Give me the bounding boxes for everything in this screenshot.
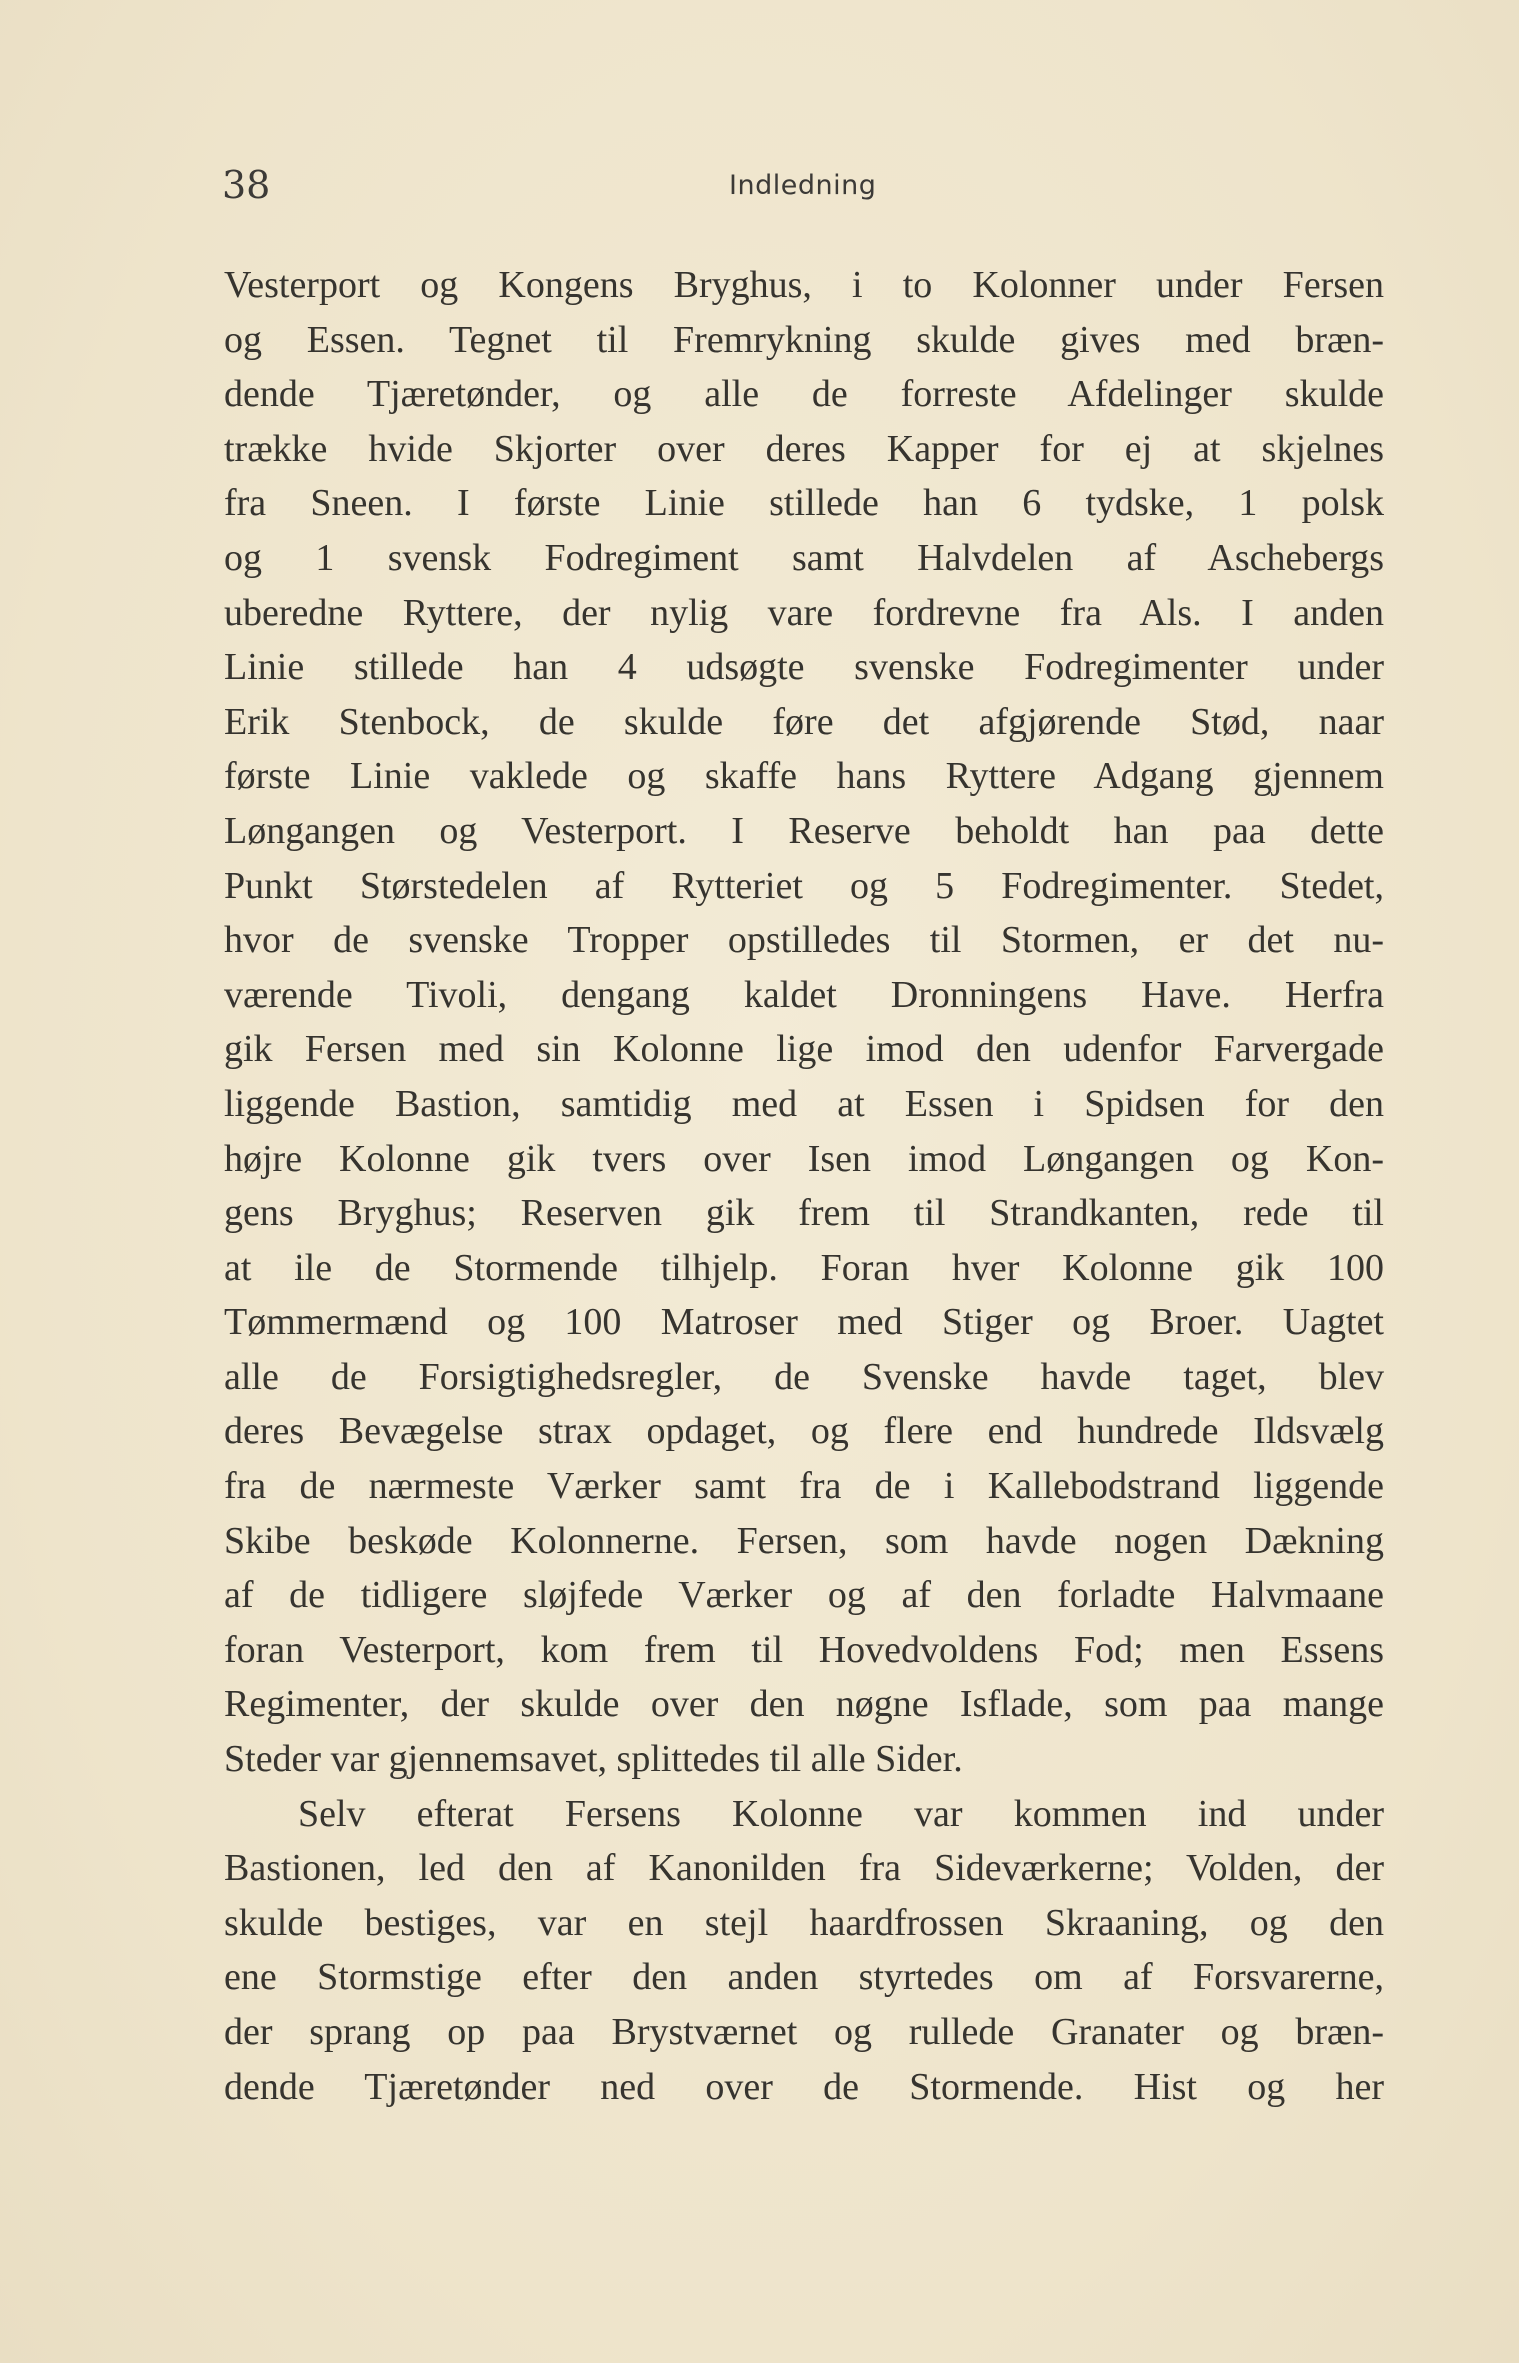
text-line: første Linie vaklede og skaffe hans Ryttere Adgang gjennem [224,755,1384,798]
text-line: Skibe beskøde Kolonnerne. Fersen, som havde nogen Dækning [224,1519,1384,1562]
text-line: Erik Stenbock, de skulde føre det afgjørende Stød, naar [224,700,1384,743]
page-header [222,160,1382,210]
text-line: hvor de svenske Tropper opstilledes til Stormen, er det nu- [224,919,1384,962]
text-line: fra Sneen. I første Linie stillede han 6 tydske, 1 polsk [224,482,1384,525]
text-line: uberedne Ryttere, der nylig vare fordrevne fra Als. I anden [224,591,1384,634]
text-line: værende Tivoli, dengang kaldet Dronningens Have. Herfra [224,973,1384,1016]
text-line-paragraph-end: Steder var gjennemsavet, splittedes til alle Sider. [224,1738,963,1781]
text-line: fra de nærmeste Værker samt fra de i Kallebodstrand liggende [224,1465,1384,1508]
text-line: Vesterport og Kongens Bryghus, i to Kolonner under Fersen [224,264,1384,306]
text-line: og Essen. Tegnet til Fremrykning skulde gives med bræn- [224,318,1384,361]
text-line: højre Kolonne gik tvers over Isen imod Løngangen og Kon- [224,1137,1384,1180]
running-head: Indledning [729,170,877,201]
text-line: ene Stormstige efter den anden styrtedes om af Forsvarerne, [224,1956,1384,1999]
text-line: Linie stillede han 4 udsøgte svenske Fodregimenter under [224,646,1384,689]
page-number: 38 [222,163,271,207]
text-line: dende Tjæretønder ned over de Stormende. Hist og her [224,2065,1384,2108]
text-line: liggende Bastion, samtidig med at Essen i Spidsen for den [224,1082,1384,1125]
text-line: at ile de Stormende tilhjelp. Foran hver Kolonne gik 100 [224,1246,1384,1289]
text-line: dende Tjæretønder, og alle de forreste Afdelinger skulde [224,373,1384,416]
text-line: af de tidligere sløjfede Værker og af den forladte Halvmaane [224,1574,1384,1617]
text-line: alle de Forsigtighedsregler, de Svenske havde taget, blev [224,1355,1384,1398]
text-line: Punkt Størstedelen af Rytteriet og 5 Fodregimenter. Stedet, [224,864,1384,907]
text-line: gik Fersen med sin Kolonne lige imod den udenfor Farvergade [224,1028,1384,1071]
text-line: Tømmermænd og 100 Matroser med Stiger og Broer. Uagtet [224,1301,1384,1344]
text-line: og 1 svensk Fodregiment samt Halvdelen af Aschebergs [224,536,1384,579]
text-line: Bastionen, led den af Kanonilden fra Sideværkerne; Volden, der [224,1847,1384,1890]
text-line: der sprang op paa Brystværnet og rullede Granater og bræn- [224,2011,1384,2053]
text-line: Regimenter, der skulde over den nøgne Isflade, som paa mange [224,1683,1384,1726]
text-line: foran Vesterport, kom frem til Hovedvoldens Fod; men Essens [224,1628,1384,1671]
text-line: gens Bryghus; Reserven gik frem til Strandkanten, rede til [224,1192,1384,1235]
text-line: trække hvide Skjorter over deres Kapper for ej at skjelnes [224,427,1384,470]
text-line: deres Bevægelse strax opdaget, og flere end hundrede Ildsvælg [224,1410,1384,1453]
text-line-paragraph-start: Selv efterat Fersens Kolonne var kommen ind under [298,1792,1384,1835]
body-text [224,258,1384,2114]
text-line: skulde bestiges, var en stejl haardfrossen Skraaning, og den [224,1901,1384,1944]
text-line: Løngangen og Vesterport. I Reserve beholdt han paa dette [224,809,1384,852]
